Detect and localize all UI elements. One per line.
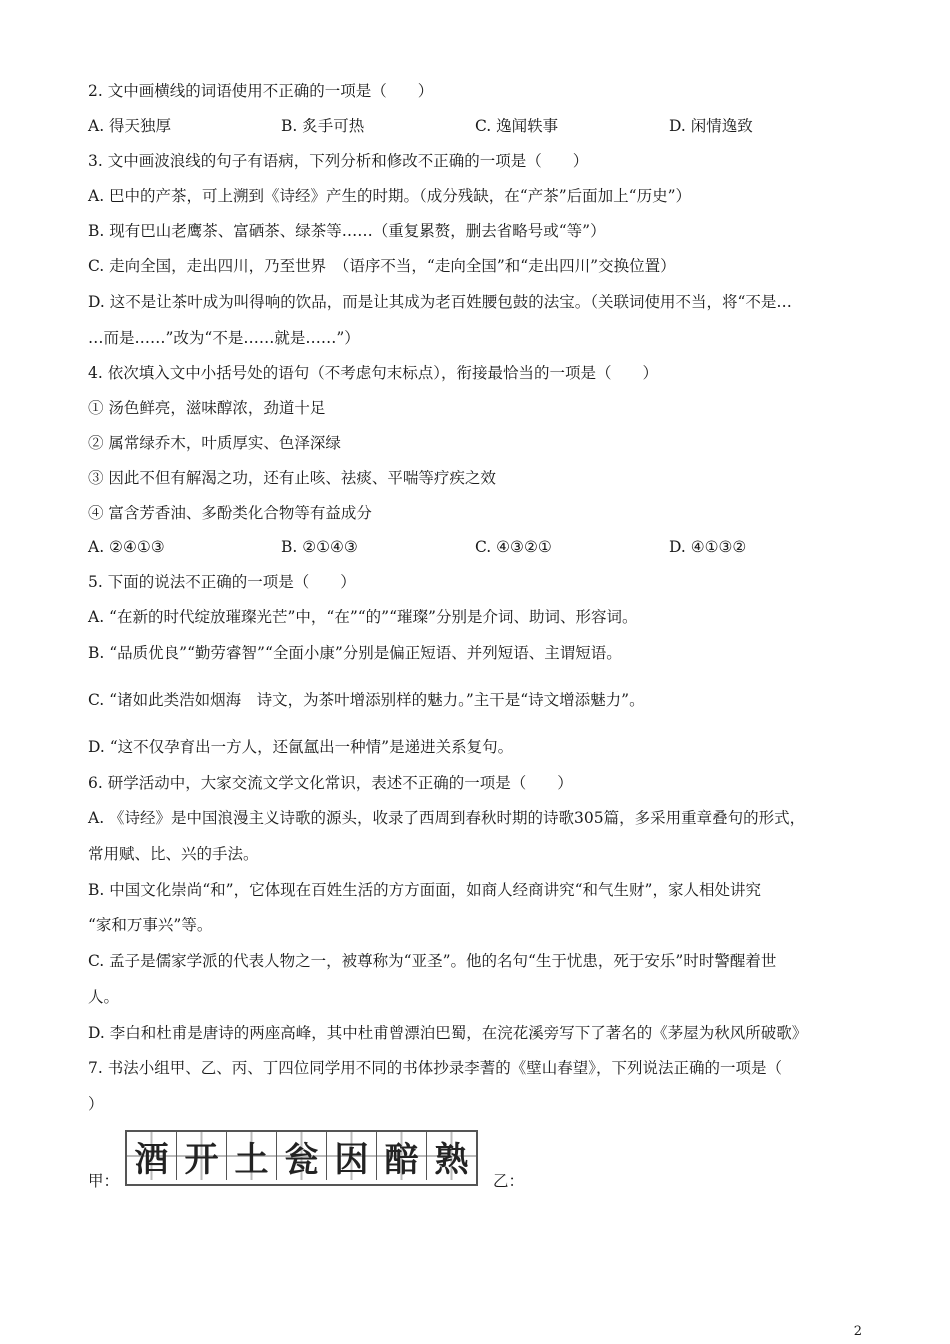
q7-stem-line1: 7. 书法小组甲、乙、丙、丁四位同学用不同的书体抄录李蓍的《壁山春望》，下列说法正确的一项是（ (88, 1059, 782, 1077)
q6-option-a-line2: 常用赋、比、兴的手法。 (88, 845, 259, 863)
calligraphy-char: 醅 (377, 1132, 427, 1180)
q3-option-a: A. 巴中的产茶，可上溯到《诗经》产生的时期。（成分残缺，在“产茶”后面加上“历史”） (88, 187, 691, 205)
q4-sentence-3: ③ 因此不但有解渴之功，还有止咳、祛痰、平喘等疗疾之效 (88, 469, 496, 487)
q2-stem: 2. 文中画横线的词语使用不正确的一项是（ ） (88, 82, 434, 100)
q4-option-b: B. ②①④③ (281, 538, 358, 556)
q4-sentence-4: ④ 富含芳香油、多酚类化合物等有益成分 (88, 504, 372, 522)
q6-option-b-line2: “家和万事兴”等。 (88, 916, 213, 934)
q4-option-c: C. ④③②① (475, 538, 552, 556)
q7-yi-label: 乙： (493, 1172, 525, 1190)
q5-option-c: C. “诸如此类浩如烟海 诗文，为茶叶增添别样的魅力。”主干是“诗文增添魅力”。 (88, 691, 645, 709)
q2-option-a: A. 得天独厚 (88, 117, 172, 135)
q4-stem: 4. 依次填入文中小括号处的语句（不考虑句末标点），衔接最恰当的一项是（ ） (88, 364, 658, 382)
q6-option-c-line2: 人。 (88, 988, 120, 1006)
calligraphy-char: 酒 (127, 1132, 177, 1180)
q5-option-b: B. “品质优良”“勤劳睿智”“全面小康”分别是偏正短语、并列短语、主谓短语。 (88, 644, 622, 662)
q2-option-b: B. 炙手可热 (281, 117, 365, 135)
q5-option-a: A. “在新的时代绽放璀璨光芒”中，“在”“的”“璀璨”分别是介词、助词、形容词。 (88, 608, 638, 626)
q3-option-c: C. 走向全国，走出四川，乃至世界 （语序不当，“走向全国”和“走出四川”交换位置） (88, 257, 676, 275)
q4-sentence-2: ② 属常绿乔木，叶质厚实、色泽深绿 (88, 434, 341, 452)
calligraphy-sample-jia (125, 1130, 478, 1186)
q3-stem: 3. 文中画波浪线的句子有语病，下列分析和修改不正确的一项是（ ） (88, 152, 589, 170)
q6-option-a-line1: A. 《诗经》是中国浪漫主义诗歌的源头，收录了西周到春秋时期的诗歌305篇，多采用重章叠句的形式， (88, 809, 806, 827)
q3-option-b: B. 现有巴山老鹰茶、富硒茶、绿茶等……（重复累赘，删去省略号或“等”） (88, 222, 606, 240)
calligraphy-char: 熟 (427, 1132, 476, 1180)
calligraphy-char: 因 (327, 1132, 377, 1180)
page-number: 2 (853, 1324, 862, 1339)
q6-option-b-line1: B. 中国文化崇尚“和”，它体现在百姓生活的方方面面，如商人经商讲究“和气生财”，家人相处讲究 (88, 881, 761, 899)
q3-option-d-line1: D. 这不是让茶叶成为叫得响的饮品，而是让其成为老百姓腰包鼓的法宝。（关联词使用不当，将“不是… (88, 293, 792, 311)
calligraphy-char: 土 (227, 1132, 277, 1180)
q2-option-d: D. 闲情逸致 (669, 117, 753, 135)
q4-option-d: D. ④①③② (669, 538, 747, 556)
calligraphy-char: 开 (177, 1132, 227, 1180)
q6-option-c-line1: C. 孟子是儒家学派的代表人物之一，被尊称为“亚圣”。他的名句“生于忧患，死于安乐”时时警醒着世 (88, 952, 777, 970)
q5-option-d: D. “这不仅孕育出一方人，还氤氲出一种情”是递进关系复句。 (88, 738, 514, 756)
q4-sentence-1: ① 汤色鲜亮，滋味醇浓，劲道十足 (88, 399, 326, 417)
q7-jia-label: 甲： (88, 1172, 120, 1190)
q5-stem: 5. 下面的说法不正确的一项是（ ） (88, 573, 356, 591)
calligraphy-char: 瓮 (277, 1132, 327, 1180)
q3-option-d-line2: …而是……”改为“不是……就是……”） (88, 329, 360, 347)
q4-option-a: A. ②④①③ (88, 538, 165, 556)
q2-option-c: C. 逸闻轶事 (475, 117, 559, 135)
q6-stem: 6. 研学活动中，大家交流文学文化常识，表述不正确的一项是（ ） (88, 774, 573, 792)
q6-option-d: D. 李白和杜甫是唐诗的两座高峰，其中杜甫曾漂泊巴蜀，在浣花溪旁写下了著名的《茅屋为秋风所破歌》 (88, 1024, 808, 1042)
q7-stem-line2: ） (88, 1095, 104, 1113)
